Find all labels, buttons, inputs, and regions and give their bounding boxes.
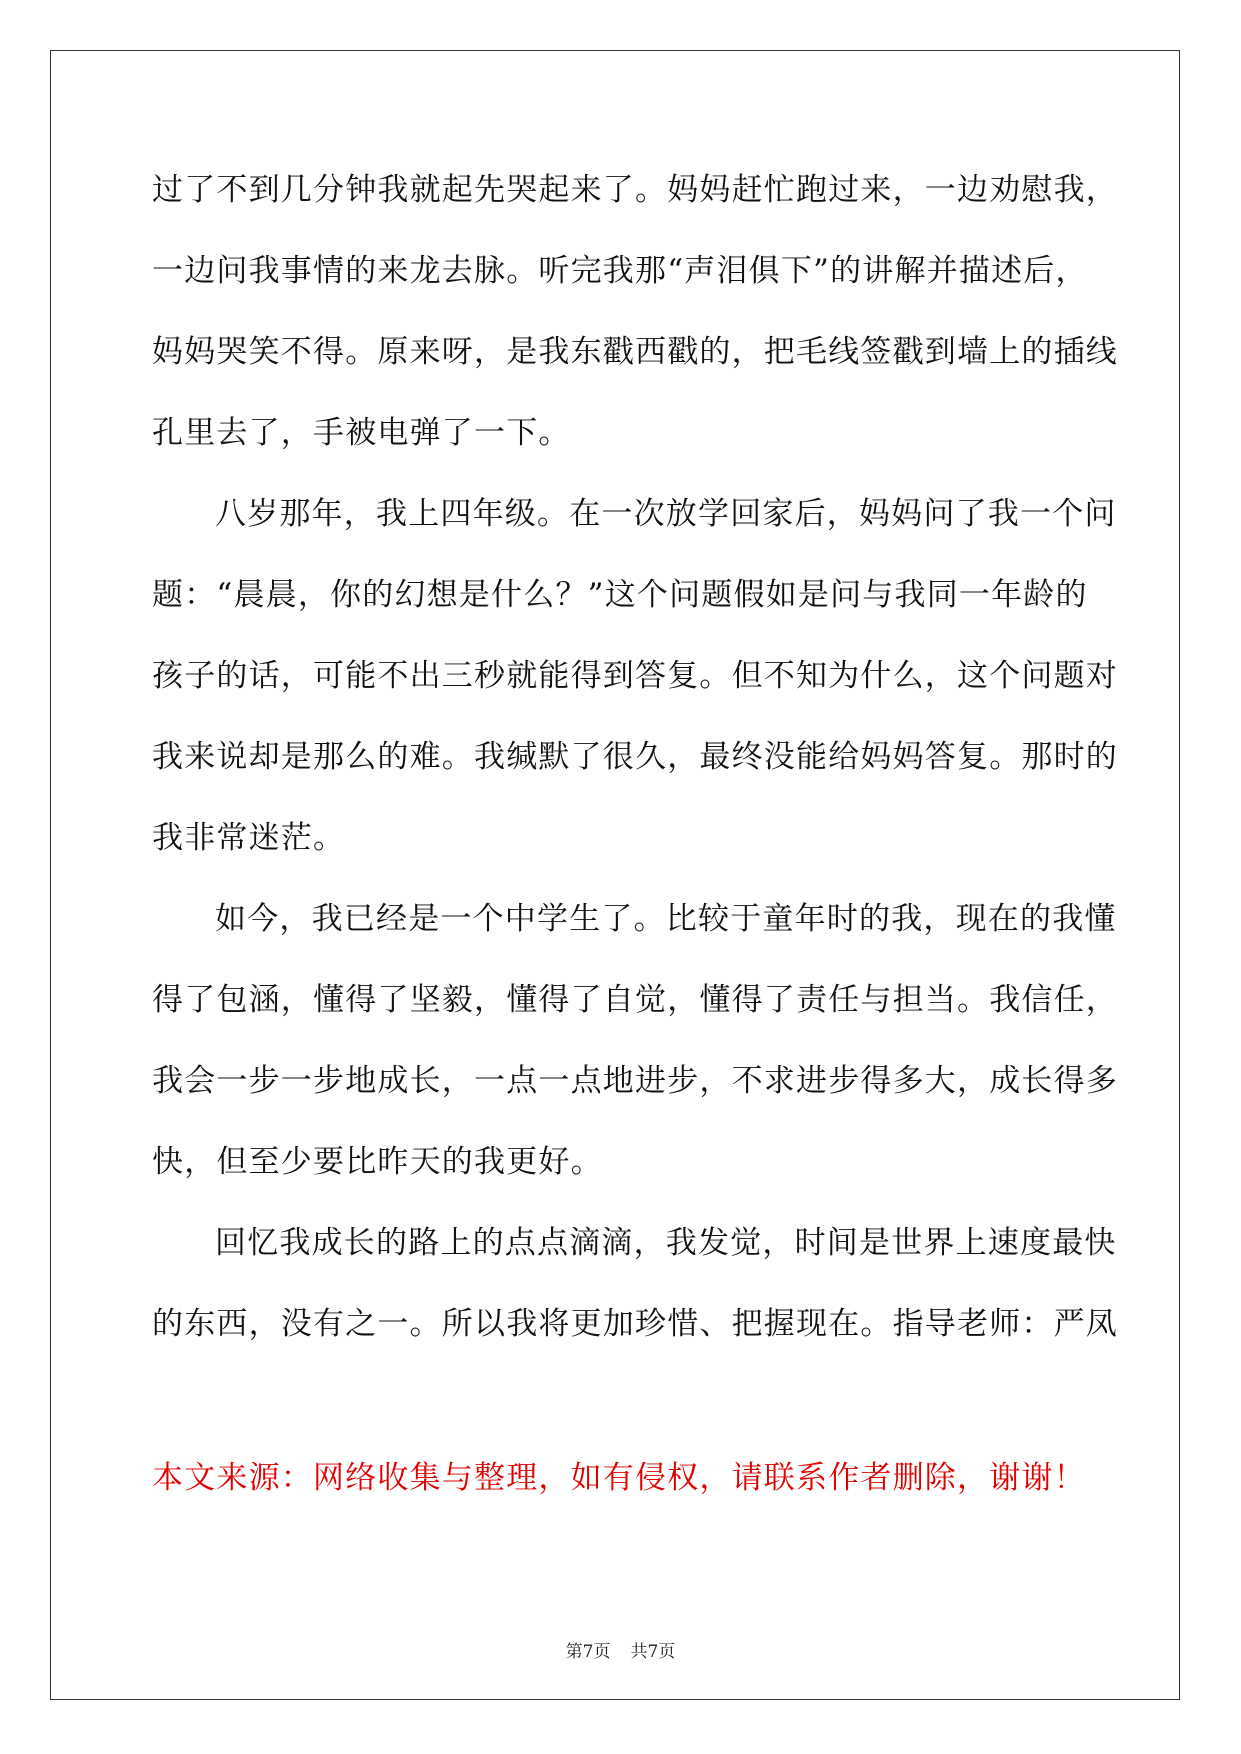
paragraph-start-line: 如今，我已经是一个中学生了。比较于童年时的我，现在的我懂 — [215, 901, 1117, 937]
text-line: 我非常迷茫。 — [152, 820, 346, 856]
text-line: 孔里去了，手被电弹了一下。 — [152, 415, 571, 451]
page-number: 第7页 — [565, 1642, 611, 1662]
text-line: 的东西，没有之一。所以我将更加珍惜、把握现在。指导老师：严凤 — [152, 1306, 1118, 1342]
text-line: 过了不到几分钟我就起先哭起来了。妈妈赶忙跑过来，一边劝慰我， — [152, 172, 1118, 208]
source-note: 本文来源：网络收集与整理，如有侵权，请联系作者删除，谢谢！ — [152, 1460, 1086, 1496]
text-line: 一边问我事情的来龙去脉。听完我那“声泪俱下”的讲解并描述后， — [152, 253, 1088, 289]
page-total: 共7页 — [630, 1642, 676, 1662]
text-line: 我来说却是那么的难。我缄默了很久，最终没能给妈妈答复。那时的 — [152, 739, 1118, 775]
page-footer — [0, 1640, 1241, 1664]
text-line: 妈妈哭笑不得。原来呀，是我东戳西戳的，把毛线签戳到墙上的插线 — [152, 334, 1118, 370]
paragraph-start-line: 回忆我成长的路上的点点滴滴，我发觉，时间是世界上速度最快 — [215, 1225, 1117, 1261]
page-border — [50, 50, 1180, 1700]
paragraph-start-line: 八岁那年，我上四年级。在一次放学回家后，妈妈问了我一个问 — [215, 496, 1117, 532]
text-line: 得了包涵，懂得了坚毅，懂得了自觉，懂得了责任与担当。我信任， — [152, 982, 1118, 1018]
text-line: 题：“晨晨，你的幻想是什么？”这个问题假如是问与我同一年龄的 — [152, 577, 1088, 613]
text-line: 我会一步一步地成长，一点一点地进步，不求进步得多大，成长得多 — [152, 1063, 1118, 1099]
text-line: 孩子的话，可能不出三秒就能得到答复。但不知为什么，这个问题对 — [152, 658, 1118, 694]
text-line: 快，但至少要比昨天的我更好。 — [152, 1144, 603, 1180]
